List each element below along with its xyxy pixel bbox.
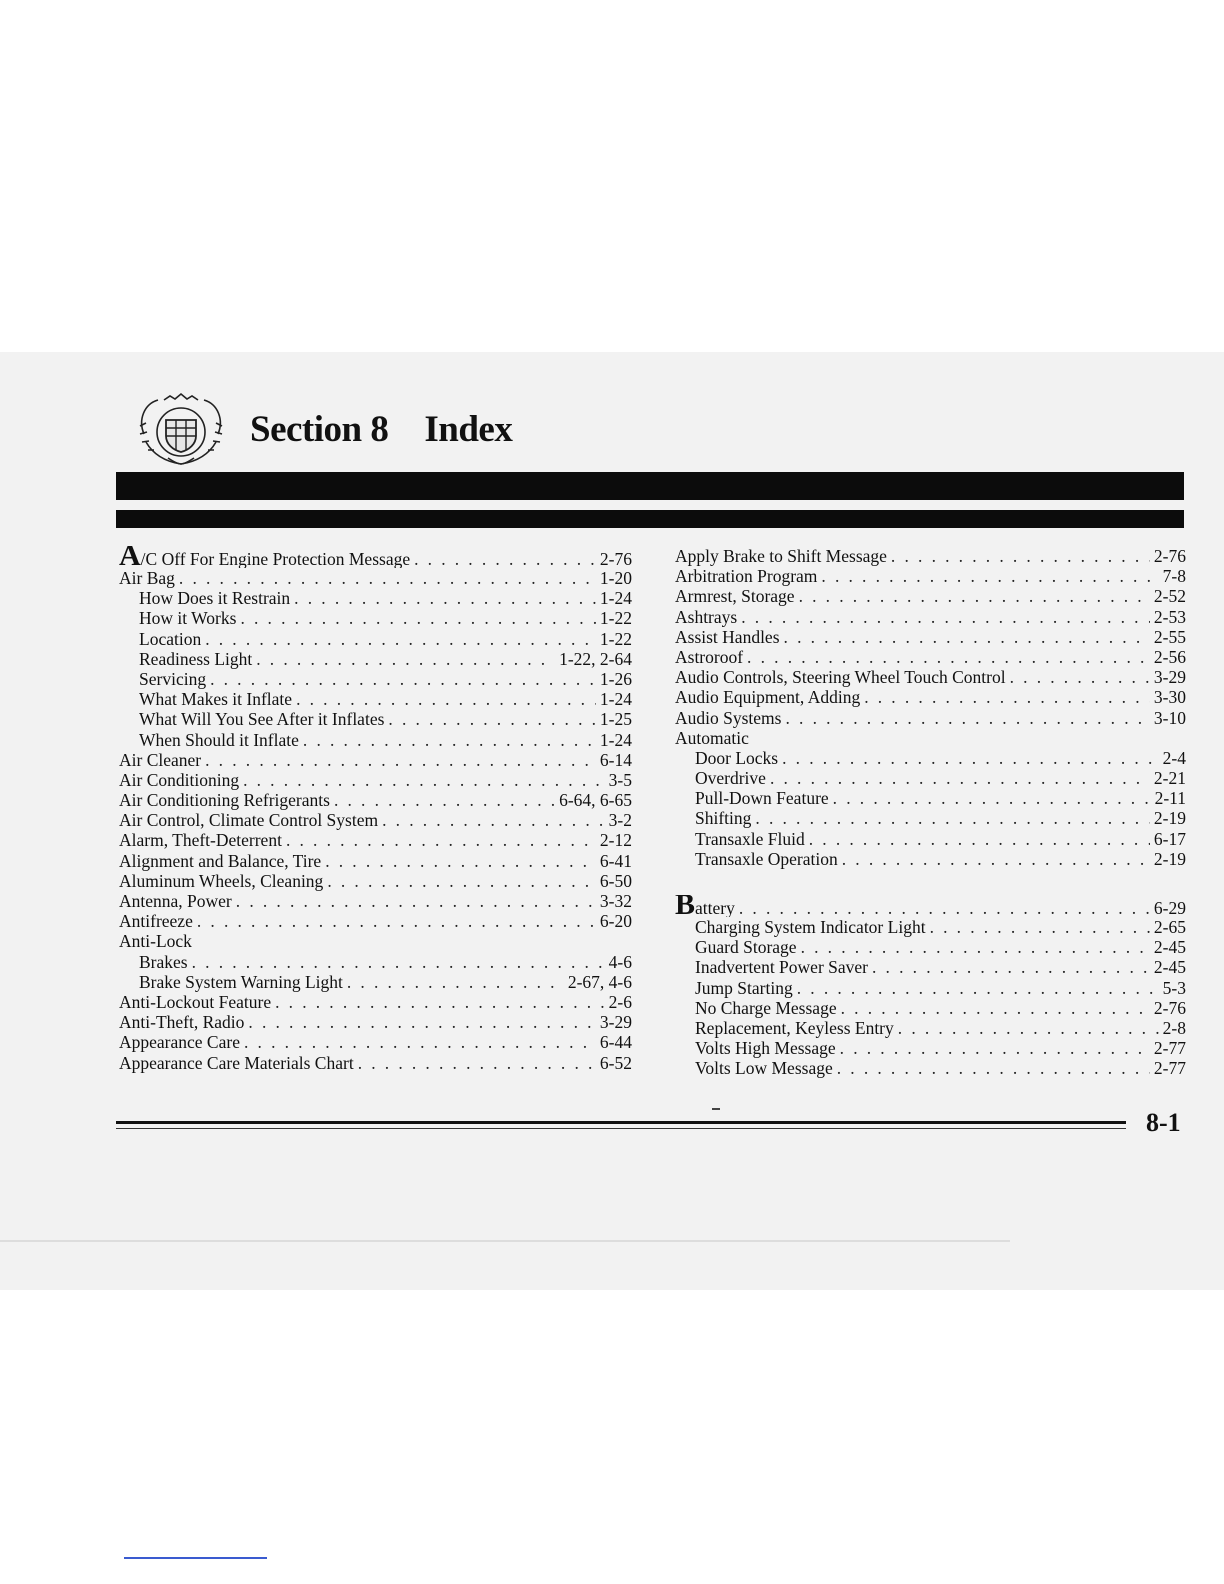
dot-leader	[797, 978, 1159, 998]
entry-page-ref: 3-29	[599, 1012, 632, 1033]
dot-leader	[872, 957, 1150, 977]
index-entry	[675, 708, 1186, 728]
entry-label: Antenna, Power	[119, 891, 232, 911]
footer-rule-thin	[116, 1128, 1126, 1129]
entry-page-ref: 5-3	[1162, 977, 1186, 998]
dot-leader	[240, 608, 595, 628]
entry-label: Alignment and Balance, Tire	[119, 850, 322, 871]
dot-leader	[256, 649, 555, 669]
index-subentry	[675, 808, 1186, 828]
section-label: Section 8	[250, 409, 389, 450]
index-entry	[119, 911, 632, 931]
entry-label: Brake System Warning Light	[139, 971, 343, 992]
entry-page-ref: 6-50	[599, 870, 632, 891]
index-entry	[119, 1012, 632, 1032]
entry-page-ref: 1-22	[599, 608, 632, 629]
index-subentry	[675, 849, 1186, 869]
index-subentry	[119, 588, 632, 608]
dot-leader	[1010, 667, 1150, 687]
dot-leader	[197, 911, 596, 931]
entry-label: Volts Low Message	[695, 1058, 833, 1079]
entry-label: When Should it Inflate	[139, 729, 299, 750]
entry-label: Battery	[675, 895, 735, 917]
index-subentry	[119, 649, 632, 669]
entry-label: Alarm, Theft-Deterrent	[119, 830, 282, 851]
index-letter: B	[675, 895, 696, 917]
entry-label: Anti-Lock	[119, 931, 192, 952]
index-subentry	[119, 608, 632, 628]
index-subentry	[675, 957, 1186, 977]
dot-leader	[210, 669, 596, 689]
index-subentry	[675, 917, 1186, 937]
dot-leader	[192, 952, 605, 972]
index-subentry	[119, 669, 632, 689]
dot-leader	[286, 830, 596, 850]
dot-leader	[784, 627, 1150, 647]
entry-label: Shifting	[695, 808, 752, 829]
entry-label: Replacement, Keyless Entry	[695, 1017, 894, 1038]
entry-page-ref: 3-32	[599, 891, 632, 911]
dot-leader	[842, 849, 1150, 869]
entry-label: Inadvertent Power Saver	[695, 957, 868, 978]
entry-label: How Does it Restrain	[139, 588, 291, 609]
index-entry	[119, 992, 632, 1012]
entry-label: Air Control, Climate Control System	[119, 810, 379, 831]
index-subentry	[119, 689, 632, 709]
index-subentry	[675, 978, 1186, 998]
footer-rule	[116, 1121, 1126, 1124]
index-subentry	[675, 748, 1186, 768]
entry-page-ref: 1-24	[599, 689, 632, 710]
dot-leader	[179, 568, 596, 588]
dot-leader	[303, 730, 596, 750]
entry-page-ref: 4-6	[608, 951, 632, 972]
dot-leader	[388, 709, 596, 729]
entry-page-ref: 2-53	[1153, 606, 1186, 627]
page-number: 8-1	[1146, 1108, 1181, 1137]
index-subentry	[119, 730, 632, 750]
entry-label: Overdrive	[695, 768, 766, 789]
section-gap	[675, 869, 1186, 895]
entry-page-ref: 2-8	[1162, 1017, 1186, 1038]
dot-leader	[840, 1038, 1150, 1058]
entry-page-ref: 2-19	[1153, 808, 1186, 829]
entry-page-ref: 1-24	[599, 588, 632, 609]
index-entry	[119, 770, 632, 790]
dot-leader	[741, 607, 1150, 627]
entry-page-ref: 6-52	[599, 1052, 632, 1073]
dot-leader	[821, 566, 1158, 586]
dot-leader	[837, 1058, 1150, 1078]
entry-label: Arbitration Program	[675, 566, 818, 587]
index-entry	[675, 895, 1186, 917]
dot-leader	[782, 748, 1159, 768]
entry-label: Volts High Message	[695, 1038, 836, 1059]
dot-leader	[243, 770, 605, 790]
entry-page-ref: 3-29	[1153, 667, 1186, 688]
header-bar-thick	[116, 472, 1184, 500]
header-bar-thin	[116, 510, 1184, 528]
index-entry	[119, 546, 632, 568]
entry-page-ref: 2-76	[1153, 997, 1186, 1018]
index-subentry	[675, 1018, 1186, 1038]
dot-leader	[358, 1053, 596, 1073]
entry-label: Air Conditioning	[119, 769, 240, 790]
entry-label: Charging System Indicator Light	[695, 917, 926, 937]
entry-label: Audio Equipment, Adding	[675, 687, 861, 708]
entry-label: Location	[139, 628, 202, 649]
dot-leader	[347, 972, 564, 992]
index-subentry	[675, 768, 1186, 788]
entry-label: Transaxle Operation	[695, 848, 838, 869]
entry-label: Anti-Lockout Feature	[119, 991, 272, 1012]
dot-leader	[327, 871, 596, 891]
index-column-right	[675, 546, 1186, 1079]
entry-label: Air Cleaner	[119, 749, 202, 770]
index-entry	[675, 647, 1186, 667]
dot-leader	[770, 768, 1150, 788]
entry-label: Transaxle Fluid	[695, 828, 805, 849]
entry-label: Readiness Light	[139, 648, 253, 669]
entry-page-ref: 1-26	[599, 668, 632, 689]
entry-label: Aluminum Wheels, Cleaning	[119, 870, 324, 891]
entry-page-ref: 6-29	[1153, 898, 1186, 917]
index-subentry	[675, 1038, 1186, 1058]
dot-leader	[294, 588, 596, 608]
entry-label: What Makes it Inflate	[139, 689, 293, 710]
entry-page-ref: 2-76	[1153, 546, 1186, 566]
dot-leader	[244, 1032, 596, 1052]
entry-page-ref: 2-19	[1153, 848, 1186, 869]
section-title: Index	[424, 409, 513, 450]
index-column-left	[119, 546, 632, 1073]
index-entry	[119, 750, 632, 770]
entry-label: Door Locks	[695, 747, 779, 768]
entry-page-ref: 6-64, 6-65	[559, 790, 632, 811]
dot-leader	[205, 629, 596, 649]
entry-label: Jump Starting	[695, 977, 793, 998]
dot-leader	[930, 917, 1150, 937]
entry-label: No Charge Message	[695, 997, 837, 1018]
entry-label: A/C Off For Engine Protection Message	[119, 546, 410, 568]
entry-page-ref: 2-76	[599, 549, 632, 568]
index-entry	[675, 687, 1186, 707]
entry-page-ref: 6-14	[599, 749, 632, 770]
dot-leader	[755, 808, 1150, 828]
cadillac-crest-emblem-icon	[134, 390, 228, 470]
index-entry	[119, 790, 632, 810]
dot-leader	[205, 750, 596, 770]
entry-label: Servicing	[139, 668, 207, 689]
entry-label: Assist Handles	[675, 626, 780, 647]
entry-page-ref: 6-20	[599, 911, 632, 932]
entry-page-ref: 2-45	[1153, 937, 1186, 958]
entry-page-ref: 2-67, 4-6	[567, 971, 632, 992]
index-entry	[119, 810, 632, 830]
entry-page-ref: 2-65	[1153, 917, 1186, 937]
index-entry	[119, 891, 632, 911]
index-entry	[119, 871, 632, 891]
index-entry	[119, 568, 632, 588]
entry-label: Ashtrays	[675, 606, 738, 627]
link-underline	[124, 1557, 267, 1559]
index-subentry	[675, 937, 1186, 957]
entry-page-ref: 2-77	[1153, 1038, 1186, 1059]
entry-page-ref: 3-2	[608, 810, 632, 831]
index-entry	[675, 607, 1186, 627]
dot-leader	[275, 992, 605, 1012]
dot-leader	[747, 647, 1150, 667]
index-subentry	[675, 829, 1186, 849]
stray-scan-mark	[712, 1108, 720, 1110]
entry-page-ref: 2-6	[608, 991, 632, 1012]
entry-label: Anti-Theft, Radio	[119, 1012, 245, 1033]
entry-page-ref: 2-45	[1153, 957, 1186, 978]
index-entry	[119, 931, 632, 951]
entry-page-ref: 1-20	[599, 568, 632, 588]
index-letter: A	[119, 546, 141, 568]
entry-label: Appearance Care Materials Chart	[119, 1052, 354, 1073]
index-entry	[675, 586, 1186, 606]
dot-leader	[414, 549, 596, 568]
index-entry	[119, 830, 632, 850]
index-entry	[675, 667, 1186, 687]
index-subentry	[675, 998, 1186, 1018]
entry-label: Air Bag	[119, 568, 175, 588]
dot-leader	[801, 937, 1150, 957]
entry-label: Guard Storage	[695, 937, 797, 958]
entry-label: Automatic	[675, 727, 749, 748]
index-entry	[119, 851, 632, 871]
dot-leader	[296, 689, 596, 709]
dot-leader	[898, 1018, 1159, 1038]
dot-leader	[785, 708, 1149, 728]
dot-leader	[739, 898, 1150, 917]
index-entry	[675, 546, 1186, 566]
entry-label: Appearance Care	[119, 1032, 240, 1053]
entry-page-ref: 2-55	[1153, 626, 1186, 647]
entry-page-ref: 1-22	[599, 628, 632, 649]
entry-page-ref: 7-8	[1162, 566, 1186, 587]
entry-page-ref: 2-52	[1153, 586, 1186, 607]
index-subentry	[119, 629, 632, 649]
scan-edge-rule	[0, 1240, 1010, 1242]
entry-page-ref: 6-17	[1153, 828, 1186, 849]
entry-page-ref: 2-4	[1162, 747, 1186, 768]
dot-leader	[799, 586, 1150, 606]
dot-leader	[382, 810, 605, 830]
page-title	[250, 408, 512, 451]
index-entry	[119, 1053, 632, 1073]
entry-label: Astroroof	[675, 646, 744, 667]
entry-label: Brakes	[139, 951, 188, 972]
entry-page-ref: 1-24	[599, 729, 632, 750]
index-subentry	[119, 709, 632, 729]
entry-label: Air Conditioning Refrigerants	[119, 790, 330, 811]
entry-page-ref: 3-10	[1153, 707, 1186, 728]
index-subentry	[119, 952, 632, 972]
entry-page-ref: 2-11	[1154, 788, 1186, 809]
entry-page-ref: 2-77	[1153, 1058, 1186, 1079]
dot-leader	[325, 851, 596, 871]
entry-label: Antifreeze	[119, 911, 193, 932]
index-entry	[675, 566, 1186, 586]
entry-label: Audio Systems	[675, 707, 782, 728]
dot-leader	[841, 998, 1150, 1018]
entry-page-ref: 3-30	[1153, 687, 1186, 708]
index-entry	[675, 728, 1186, 748]
index-entry	[675, 627, 1186, 647]
dot-leader	[809, 829, 1150, 849]
entry-label: Armrest, Storage	[675, 586, 795, 607]
entry-page-ref: 3-5	[608, 769, 632, 790]
entry-label: Apply Brake to Shift Message	[675, 546, 887, 566]
entry-page-ref: 2-21	[1153, 768, 1186, 789]
dot-leader	[236, 891, 596, 911]
entry-page-ref: 6-41	[599, 850, 632, 871]
entry-page-ref: 1-25	[599, 709, 632, 730]
entry-page-ref: 6-44	[599, 1032, 632, 1053]
dot-leader	[891, 546, 1150, 566]
entry-label: Pull-Down Feature	[695, 788, 829, 809]
entry-page-ref: 2-12	[599, 830, 632, 851]
index-subentry	[675, 788, 1186, 808]
dot-leader	[864, 687, 1150, 707]
entry-label: What Will You See After it Inflates	[139, 709, 385, 730]
index-entry	[119, 1032, 632, 1052]
index-subentry	[675, 1058, 1186, 1078]
dot-leader	[248, 1012, 596, 1032]
dot-leader	[833, 788, 1151, 808]
entry-page-ref: 1-22, 2-64	[559, 648, 632, 669]
entry-label: How it Works	[139, 608, 237, 629]
entry-label: Audio Controls, Steering Wheel Touch Control	[675, 667, 1006, 688]
entry-page-ref: 2-56	[1153, 646, 1186, 667]
index-subentry	[119, 972, 632, 992]
dot-leader	[334, 790, 555, 810]
